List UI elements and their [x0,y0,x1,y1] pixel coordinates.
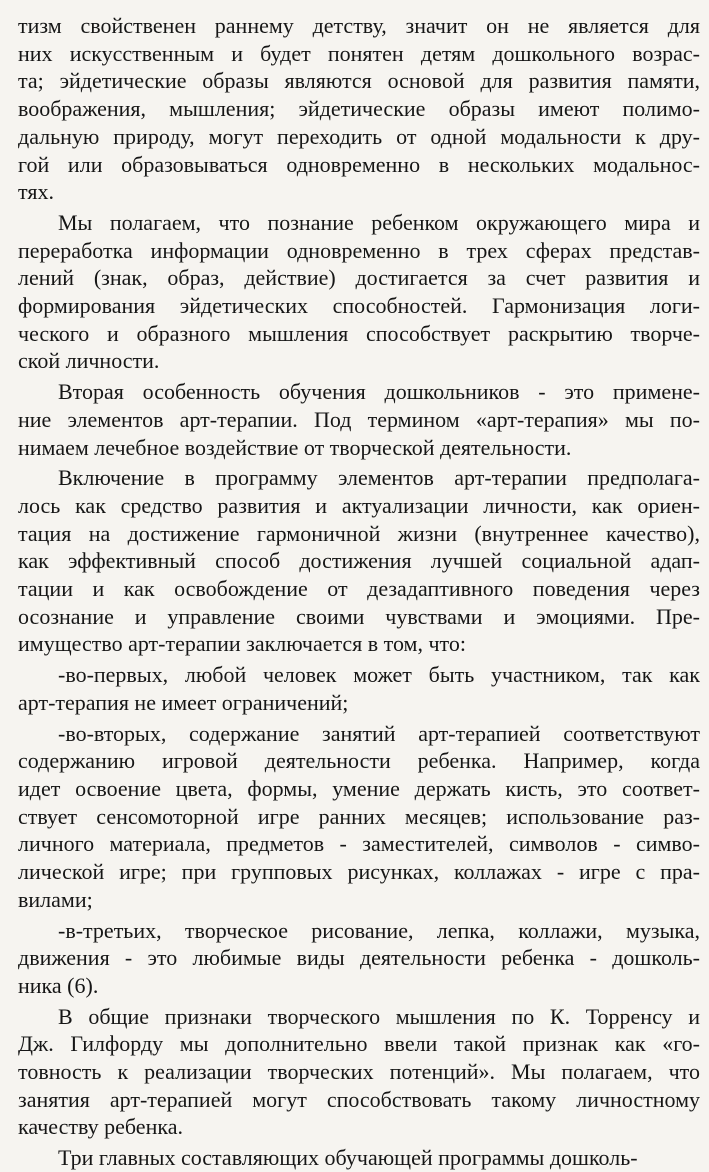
text-line: ствует сенсомоторной игре ранних месяцев; использование раз- [18,803,700,829]
text-line: тях. [18,179,54,205]
text-line: как эффективный способ достижения лучшей социальной адап- [18,548,700,574]
text-line: ние элементов арт-терапии. Под термином «арт-терапия» мы по- [18,406,700,432]
text-line: личного материала, предметов - заместителей, символов - симво- [18,831,700,857]
text-line: содержанию игровой деятельности ребенка. Например, когда [18,748,700,774]
text-line: та; эйдетические образы являются основой для развития памяти, [18,68,700,94]
text-line: идет освоение цвета, формы, умение держать кисть, это соответ- [18,775,700,801]
text-line: арт-терапия не имеет ограничений; [18,689,349,715]
text-line: -во-вторых, содержание занятий арт-терапией соответствуют [58,720,700,746]
text-line: В общие признаки творческого мышления по К. Торренсу и [58,1003,700,1029]
text-line: нимаем лечебное воздействие от творческой деятельности. [18,434,572,460]
text-line: лической игре; при групповых рисунках, коллажах - игре с пра- [18,859,700,885]
text-line: переработка информации одновременно в трех сферах представ- [18,237,700,263]
paragraph [18,917,700,1000]
text-line: ческого и образного мышления способствует раскрытию творче- [18,320,700,346]
text-line: товность к реализации творческих потенций». Мы полагаем, что [18,1059,700,1085]
paragraph [18,12,700,206]
text-line: Вторая особенность обучения дошкольников - это примене- [58,379,700,405]
text-line: -во-первых, любой человек может быть участником, так как [58,662,700,688]
paragraph [18,378,700,461]
text-line: осознание и управление своими чувствами и эмоциями. Пре- [18,603,700,629]
text-line: лось как средство развития и актуализации личности, как ориен- [18,492,700,518]
text-line: занятия арт-терапией могут способствовать такому личностному [18,1086,700,1112]
text-line: Мы полагаем, что познание ребенком окружающего мира и [58,209,700,235]
text-line: тизм свойственен раннему детству, значит он не является для [18,13,700,38]
text-line: Три главных составляющих обучающей программы дошколь- [58,1145,638,1171]
document-page [18,12,700,1172]
text-line: формирования эйдетических способностей. Гармонизация логи- [18,293,700,319]
text-line: тация на достижение гармоничной жизни (внутреннее качество), [18,520,700,546]
text-line: Дж. Гилфорду мы дополнительно ввели такой признак как «го- [18,1031,700,1057]
text-line: движения - это любимые виды деятельности ребенка - дошколь- [18,945,700,971]
text-line: имущество арт-терапии заключается в том, что: [18,631,466,657]
text-line: дальную природу, могут переходить от одной модальности к дру- [18,123,700,149]
text-line: воображения, мышления; эйдетические образы имеют полимо- [18,96,700,122]
text-line: Включение в программу элементов арт-терапии предполага- [58,465,700,491]
text-line: вилами; [18,886,93,912]
text-line: гой или образовываться одновременно в нескольких модальнос- [18,151,700,177]
text-line: лений (знак, образ, действие) достигается за счет развития и [18,265,700,291]
text-line: качеству ребенка. [18,1114,183,1140]
paragraph [18,1144,700,1172]
text-line: тации и как освобождение от дезадаптивного поведения через [18,576,700,602]
text-line: ника (6). [18,972,99,998]
paragraph [18,1003,700,1142]
text-line: -в-третьих, творческое рисование, лепка, коллажи, музыка, [58,917,700,943]
paragraph [18,464,700,658]
text-line: них искусственным и будет понятен детям дошкольного возрас- [18,40,700,66]
paragraph [18,720,700,914]
text-line: ской личности. [18,348,160,374]
paragraph [18,661,700,716]
paragraph [18,209,700,375]
